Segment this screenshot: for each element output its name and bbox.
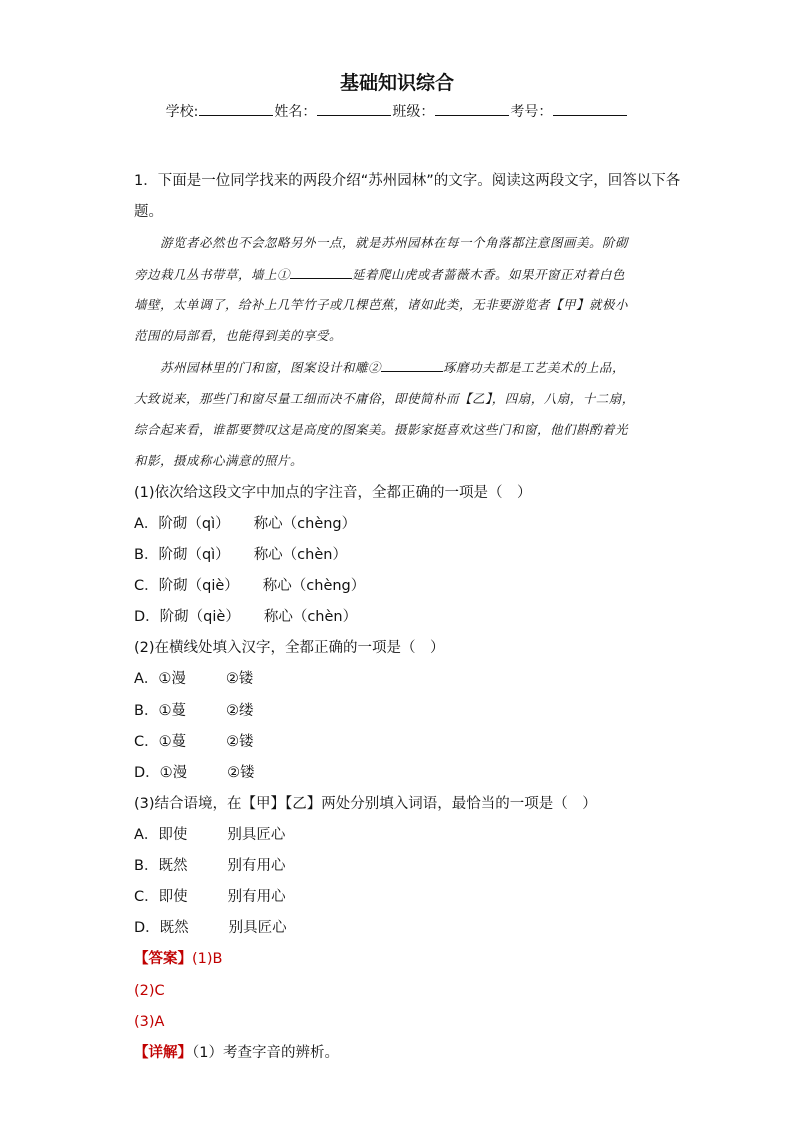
answer-row (134, 952, 223, 967)
answer-label: 【答案】 (134, 951, 192, 967)
option-a: A．即使 (134, 827, 188, 843)
passage1-line: 游览者必然也不会忽略另外一点，就是苏州园林在每一个角落都注意图画美。阶砌 (160, 235, 629, 250)
option-a: A．阶砌（qì） (134, 516, 230, 532)
option-b: ②镂 (225, 671, 254, 687)
class-label: 班级： (392, 104, 435, 120)
option-row (134, 921, 287, 936)
passage1-line: 墙壁，太单调了，给补上几竿竹子或几棵芭蕉，诸如此类，无非要游览者【甲】就极小 (134, 297, 629, 312)
exam-no-label: 考号： (510, 104, 553, 120)
passage1-text: 旁边栽几丛书带草，墙上① (134, 267, 291, 282)
passage2-line: 综合起来看，谁都要赞叹这是高度的图案美。摄影家挺喜欢这些门和窗，他们斟酌着光 (134, 422, 629, 437)
name-blank (317, 103, 391, 116)
option-b: 称心（chèn） (253, 547, 347, 563)
passage2-line: 和影，摄成称心满意的照片。 (134, 453, 304, 468)
question-stem: 1．下面是一位同学找来的两段介绍“苏州园林”的文字。阅读这两段文字，回答以下各 (134, 173, 681, 189)
school-blank (199, 103, 273, 116)
option-a: C．①蔓 (134, 734, 187, 750)
option-row (134, 672, 253, 687)
option-a: D．①漫 (134, 765, 188, 781)
option-b: ②镂 (227, 765, 255, 781)
option-b: 称心（chèng） (253, 516, 357, 532)
option-a: B．既然 (134, 858, 188, 874)
option-b: 别具匠心 (227, 827, 286, 843)
passage1-line (134, 268, 625, 282)
option-row (134, 766, 255, 781)
option-a: B．阶砌（qì） (134, 547, 230, 563)
question-stem-cont: 题。 (134, 204, 163, 220)
passage2-line (160, 361, 625, 375)
option-b: 称心（chèn） (263, 609, 358, 625)
detail-row (134, 1046, 339, 1061)
answer-1: (1)B (192, 951, 223, 967)
detail-text: （1）考查字音的辨析。 (192, 1045, 339, 1061)
passage2-text: 琢磨功夫都是工艺美术的上品， (443, 360, 626, 375)
fill-blank-1 (290, 268, 352, 279)
sub-question-2: (2)在横线处填入汉字，全都正确的一项是（ ） (134, 640, 445, 656)
name-label: 姓名： (274, 104, 317, 120)
answer-3: (3)A (134, 1014, 165, 1030)
option-b: 别有用心 (227, 858, 286, 874)
option-row (134, 548, 347, 563)
option-row (134, 610, 357, 625)
option-a: D．阶砌（qiè） (134, 609, 240, 625)
sub-question-1: (1)依次给这段文字中加点的字注音，全都正确的一项是（ ） (134, 485, 532, 501)
option-a: C．阶砌（qiè） (134, 578, 239, 594)
passage1-line: 范围的局部看，也能得到美的享受。 (134, 328, 343, 343)
passage1-text: 延着爬山虎或者蔷薇木香。如果开窗正对着白色 (352, 267, 626, 282)
option-b: 别有用心 (227, 889, 286, 905)
option-b: 别具匠心 (228, 920, 287, 936)
option-row (134, 704, 253, 719)
option-row (134, 579, 365, 594)
option-row (134, 735, 254, 750)
detail-label: 【详解】 (134, 1045, 192, 1061)
fill-blank-2 (381, 361, 443, 372)
sub-question-3: (3)结合语境，在【甲】【乙】两处分别填入词语，最恰当的一项是（ ） (134, 796, 597, 812)
answer-2: (2)C (134, 983, 165, 999)
class-blank (435, 103, 509, 116)
option-row (134, 517, 356, 532)
option-row (134, 890, 286, 905)
option-a: B．①蔓 (134, 703, 186, 719)
option-b: 称心（chèng） (262, 578, 366, 594)
page-title: 基础知识综合 (339, 72, 454, 94)
option-b: ②缕 (225, 703, 254, 719)
option-b: ②镂 (226, 734, 254, 750)
passage2-line: 大致说来，那些门和窗尽量工细而决不庸俗，即使简朴而【乙】，四扇，八扇，十二扇， (134, 391, 635, 406)
option-a: C．即使 (134, 889, 188, 905)
option-row (134, 828, 285, 843)
option-row (134, 859, 285, 874)
school-label: 学校: (165, 104, 199, 120)
option-a: A．①漫 (134, 671, 186, 687)
option-a: D．既然 (134, 920, 189, 936)
student-info-row (0, 101, 794, 121)
exam-no-blank (553, 103, 627, 116)
passage2-text: 苏州园林里的门和窗，图案设计和雕② (160, 360, 382, 375)
